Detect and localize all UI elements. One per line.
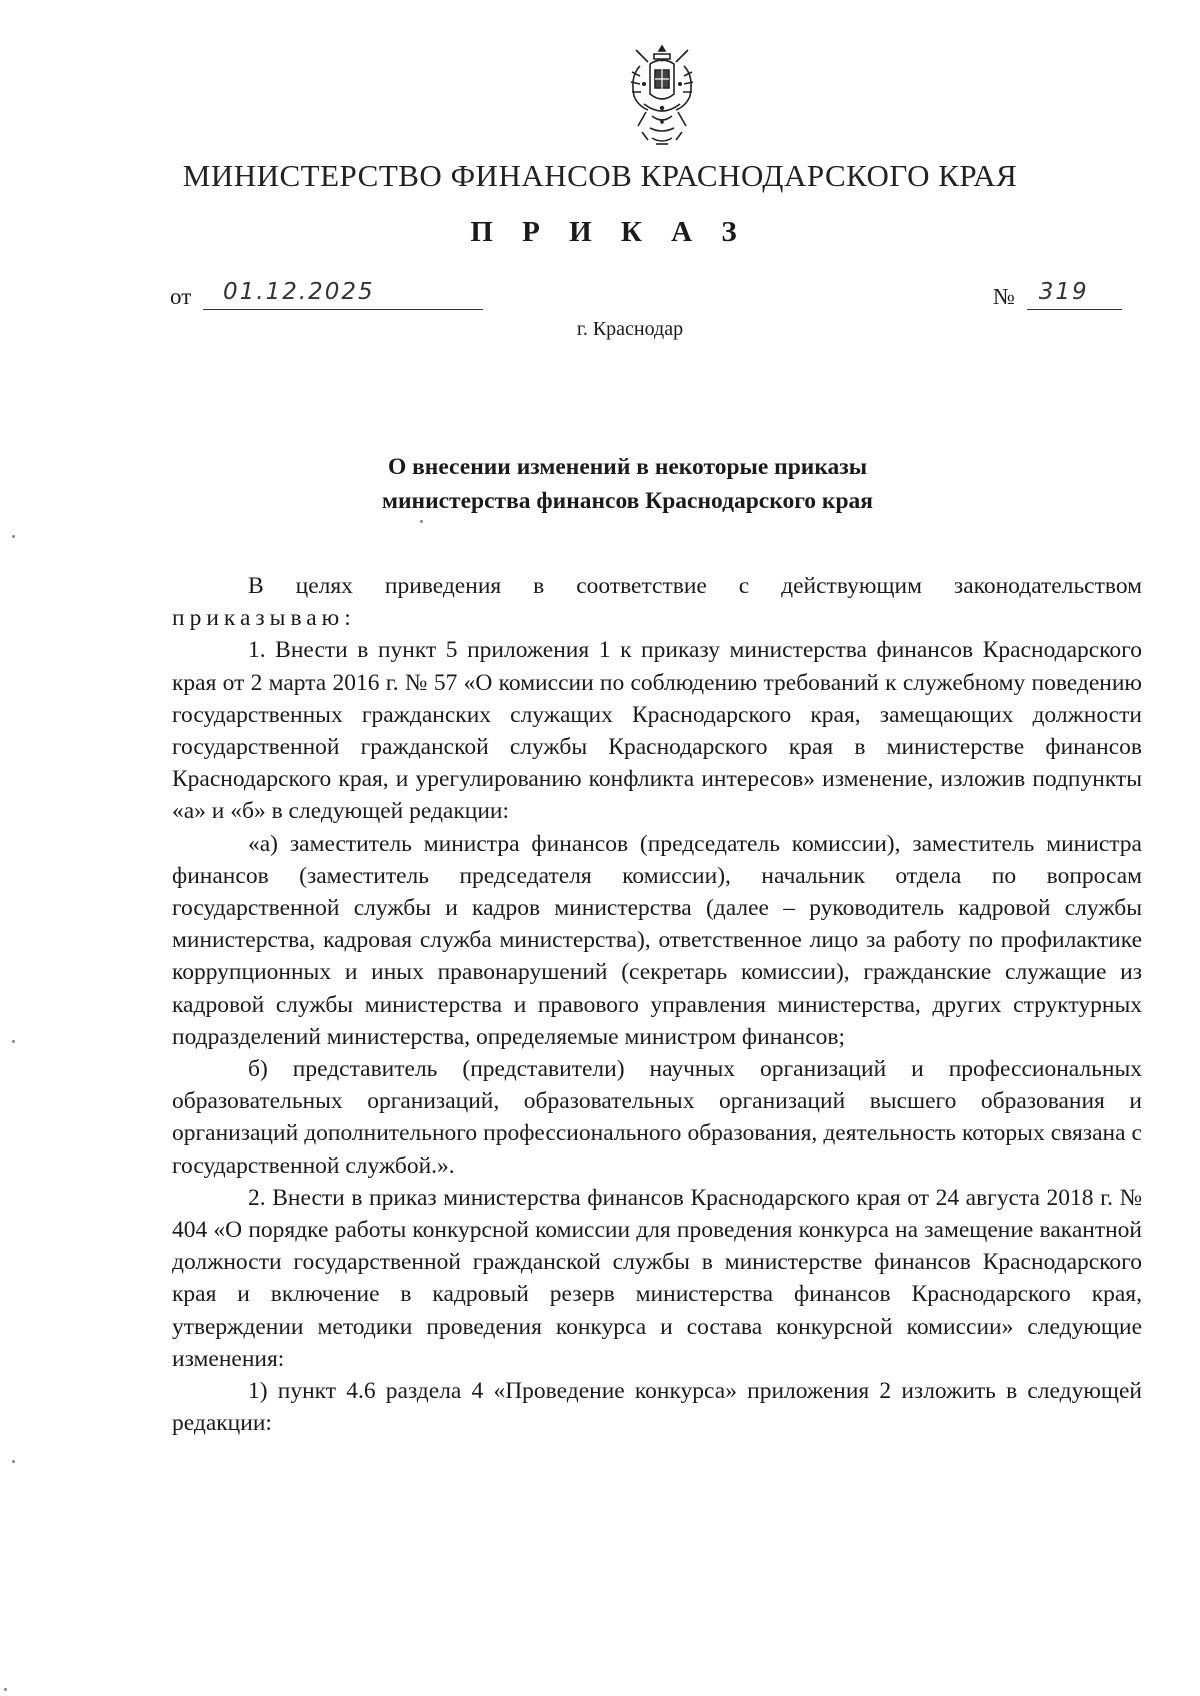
paragraph-item-1: 1. Внести в пункт 5 приложения 1 к приказу министерства финансов Краснодарского края от 2 марта 2016 г. № 57 «О комиссии по соблюдению требований к служебному поведению государственных гражданских служащих Краснодарского края, замещающих должности государственной гражданской службы Краснодарского края в министерстве финансов Краснодарского края, и урегулированию конфликта интересов» изменение, изложив подпункты «а» и «б» в следующей редакции:	[172, 637, 1142, 825]
preamble-text: В целях приведения в соответствие с действующим законодательством	[248, 573, 1142, 599]
paragraph-subitem-a: «а) заместитель министра финансов (председатель комиссии), заместитель министра финансов (заместитель председателя комиссии), начальник отдела по вопросам государственной службы и кадров министерства (далее – руководитель кадровой службы министерства, кадровая служба министерства), ответственное лицо за работу по профилактике коррупционных и иных правонарушений (секретарь комиссии), гражданские служащие из кадровой службы министерства и правового управления министерства, других структурных подразделений министерства, определяемые министром финансов;	[172, 830, 1142, 1050]
preamble-verb: приказываю:	[172, 605, 356, 632]
date-field	[170, 279, 483, 310]
ministry-name: МИНИСТЕРСТВО ФИНАНСОВ КРАСНОДАРСКОГО КРАЯ	[182, 158, 1018, 193]
date-underline	[203, 279, 483, 310]
handwritten-number: 319	[1038, 279, 1089, 305]
paragraph-item-2-1: 1) пункт 4.6 раздела 4 «Проведение конкурса» приложения 2 изложить в следующей редакции:	[172, 1378, 1142, 1437]
paragraph-preamble	[172, 570, 1142, 634]
subject-line-2: министерства финансов Краснодарского края	[382, 488, 873, 514]
scan-speck	[4, 1688, 7, 1691]
paragraph-item-2: 2. Внести в приказ министерства финансов Краснодарского края от 24 августа 2018 г. № 404 «О порядке работы конкурсной комиссии для проведения конкурса на замещение вакантной должности государственной гражданской службы в министерстве финансов Краснодарского края и включение в кадровый резерв министерства финансов Краснодарского края, утверждении методики проведения конкурса и состава конкурсной комиссии» следующие изменения:	[172, 1184, 1142, 1372]
coat-of-arms-emblem-icon	[622, 42, 702, 150]
number-underline	[1027, 279, 1122, 310]
city-name: г. Краснодар	[576, 318, 684, 340]
scan-speck	[12, 535, 15, 538]
paragraph-subitem-b: б) представитель (представители) научных организаций и профессиональных образовательных организаций, образовательных организаций высшего образования и организаций дополнительного профессионального образования, деятельность которых связана с государственной службой.».	[172, 1056, 1142, 1179]
number-field	[993, 279, 1122, 310]
scan-speck	[12, 1460, 15, 1463]
document-type-title: П Р И К А З	[470, 216, 748, 248]
order-body	[172, 570, 1142, 1439]
scan-speck	[12, 1040, 15, 1043]
date-prefix: от	[170, 284, 192, 309]
scan-speck	[420, 520, 423, 523]
handwritten-date: 01.12.2025	[223, 279, 375, 305]
number-prefix: №	[993, 284, 1015, 309]
order-subject	[0, 450, 1200, 518]
subject-line-1: О внесении изменений в некоторые приказы	[387, 454, 868, 480]
